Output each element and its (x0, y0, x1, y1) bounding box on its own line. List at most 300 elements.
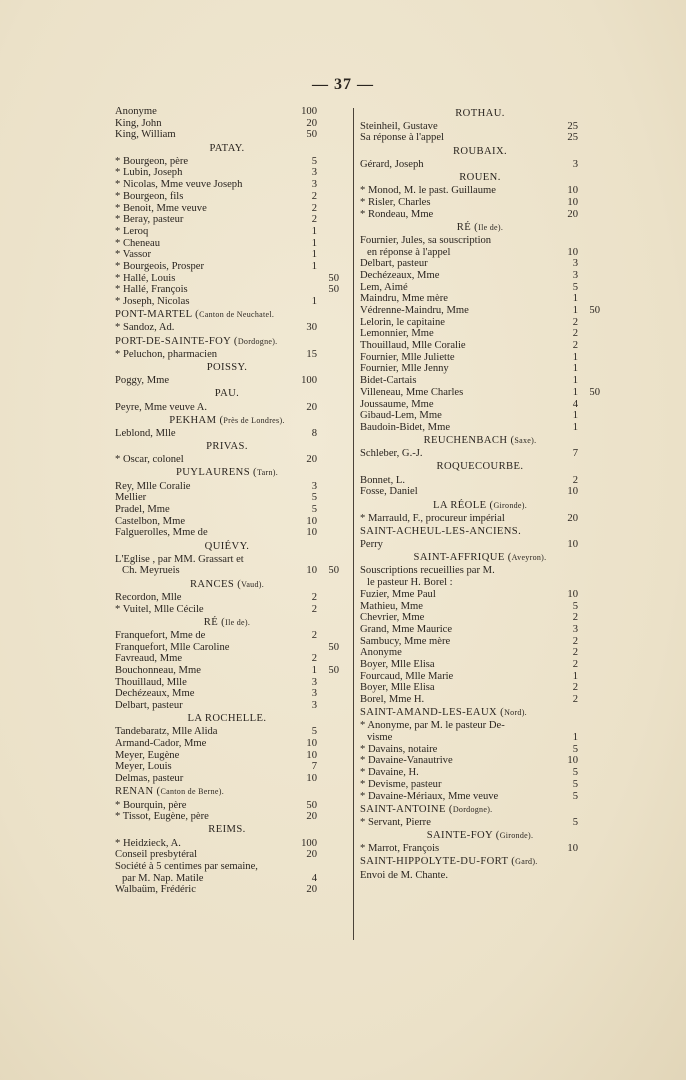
subscriber-name: Société à 5 centimes par semaine, (115, 860, 258, 872)
amount-francs: 1 (572, 732, 578, 744)
amount-francs: 7 (311, 761, 317, 773)
subscriber-row (360, 132, 600, 144)
subscriber-row (360, 293, 600, 305)
amount-francs: 8 (311, 427, 317, 439)
subscriber-name: Borel, Mme H. (360, 694, 425, 705)
amount-francs: 2 (572, 647, 578, 659)
subscriber-name: * Marrauld, F., procureur impérial (360, 512, 505, 524)
subscriber-row (115, 203, 339, 215)
heading-region: Dordogne). (237, 336, 278, 346)
amount-francs: 3 (572, 258, 578, 270)
subscriber-row (115, 811, 339, 823)
subscriber-name: Sambucy, Mme mère (360, 635, 451, 647)
amount-francs: 1 (311, 249, 317, 261)
heading-place: ROTHAU. (455, 107, 505, 119)
page-number: — 37 — (312, 76, 374, 93)
subscriber-name: Meyer, Louis (115, 761, 172, 773)
heading-place: REUCHENBACH ( (423, 435, 515, 447)
heading-place: RÉ ( (203, 616, 226, 628)
amount-francs: 1 (572, 421, 578, 433)
subscriber-row (360, 475, 600, 487)
amount-francs: 1 (572, 670, 578, 682)
amount-francs: 3 (311, 688, 317, 700)
amount-francs: 2 (311, 202, 317, 214)
amount-francs: 2 (572, 612, 578, 624)
subscriber-row (115, 688, 339, 700)
amount-francs: 4 (311, 872, 317, 884)
subscriber-name: Perry (360, 539, 383, 551)
subscriber-row (360, 399, 600, 411)
section-heading (360, 435, 600, 447)
subscriber-name: Rey, Mlle Coralie (115, 480, 191, 492)
subscriber-name: en réponse à l'appel (367, 246, 451, 258)
subscriber-row (115, 349, 339, 361)
amount-francs: 10 (306, 565, 317, 577)
amount-francs: 2 (572, 635, 578, 647)
subscriber-row (115, 322, 339, 334)
amount-francs: 1 (311, 237, 317, 249)
subscriber-name: * Tissot, Eugène, père (115, 811, 209, 823)
subscriber-name: Dechézeaux, Mme (115, 688, 195, 700)
subscriber-name: Chevrier, Mme (360, 612, 425, 624)
heading-place: REIMS. (208, 824, 246, 836)
subscriber-name: Grand, Mme Maurice (360, 623, 453, 635)
subscriber-name: * Anonyme, par M. le pasteur De- (360, 720, 505, 732)
amount-francs: 20 (306, 401, 317, 413)
subscriber-name: Anonyme (360, 647, 402, 659)
section-heading (360, 500, 600, 512)
section-heading (115, 143, 339, 155)
amount-francs: 2 (572, 682, 578, 694)
section-heading (360, 804, 600, 816)
subscriber-name: Lelorin, le capitaine (360, 316, 446, 328)
subscriber-row (115, 226, 339, 238)
amount-francs: 2 (311, 603, 317, 615)
amount-francs: 50 (306, 129, 317, 141)
heading-region: Ile de). (478, 222, 504, 232)
subscriber-name: Delmas, pasteur (115, 773, 184, 785)
subscriber-name: * Nicolas, Mme veuve Joseph (115, 179, 243, 191)
subscriber-name: * Bourgeois, Prosper (115, 260, 204, 272)
subscriber-row (360, 636, 600, 648)
subscriber-row (115, 849, 339, 861)
subscriber-row (115, 261, 339, 273)
amount-francs: 1 (572, 375, 578, 387)
section-heading (360, 830, 600, 842)
subscriber-row (360, 235, 600, 247)
amount-francs: 5 (311, 492, 317, 504)
section-heading (115, 786, 339, 798)
subscriber-name: Falguerolles, Mme de (115, 527, 208, 539)
amount-francs: 10 (567, 588, 578, 600)
amount-francs: 3 (311, 700, 317, 711)
subscriber-row (360, 767, 600, 779)
amount-francs: 3 (311, 480, 317, 492)
amount-centimes: 50 (328, 641, 339, 653)
subscriber-row (360, 258, 600, 270)
amount-francs: 5 (572, 600, 578, 612)
heading-region: Dordogne). (452, 804, 493, 814)
subscriber-name: le pasteur H. Borel : (367, 577, 453, 589)
subscriber-row (115, 156, 339, 168)
section-heading (115, 617, 339, 629)
subscriber-name: Lemonnier, Mme (360, 328, 434, 340)
subscriber-name: Franquefort, Mme de (115, 629, 206, 641)
subscriber-name: * Peluchon, pharmacien (115, 348, 218, 360)
amount-francs: 20 (567, 512, 578, 524)
subscriber-row (115, 527, 339, 539)
subscriber-name: Envoi de M. Chante. (360, 869, 448, 881)
subscriber-name: Souscriptions recueillies par M. (360, 565, 495, 577)
subscriber-row (115, 481, 339, 493)
subscriber-name: * Sandoz, Ad. (115, 322, 175, 334)
subscriber-row (360, 209, 600, 221)
heading-region: Gironde). (499, 831, 534, 841)
subscriber-name: King, William (115, 129, 176, 141)
subscriber-row (115, 375, 339, 387)
amount-centimes: 50 (328, 565, 339, 577)
subscriber-name: Conseil presbytéral (115, 849, 198, 861)
heading-place: ROUEN. (459, 171, 501, 183)
subscriber-name: Delbart, pasteur (360, 258, 428, 270)
subscriber-name: * Lubin, Joseph (115, 167, 183, 179)
subscriber-row (360, 539, 600, 551)
subscriber-row (360, 612, 600, 624)
subscriber-row (115, 838, 339, 850)
section-heading (115, 309, 339, 321)
heading-place: SAINT-AFFRIQUE ( (413, 552, 512, 564)
subscriber-row (115, 642, 339, 654)
subscriber-row (360, 624, 600, 636)
subscriber-row (360, 197, 600, 209)
subscriber-row (360, 732, 600, 744)
column-divider (353, 108, 354, 940)
section-heading (360, 222, 600, 234)
section-heading (115, 713, 339, 725)
subscriber-row (360, 755, 600, 767)
subscriber-name: par M. Nap. Matile (122, 872, 204, 884)
amount-francs: 1 (311, 296, 317, 307)
subscriber-row (360, 817, 600, 829)
amount-francs: 2 (311, 653, 317, 665)
subscriber-name: * Hallé, Louis (115, 272, 176, 284)
subscriber-name: * Servant, Pierre (360, 816, 431, 828)
amount-francs: 20 (306, 849, 317, 861)
subscriber-row (115, 249, 339, 261)
subscriber-row (360, 317, 600, 329)
amount-francs: 1 (572, 293, 578, 305)
subscriber-row (360, 694, 600, 706)
amount-francs: 2 (311, 629, 317, 641)
amount-francs: 1 (572, 305, 578, 316)
subscriber-name: Tandebaratz, Mlle Alida (115, 726, 218, 738)
amount-centimes: 50 (589, 386, 600, 398)
subscriber-row (360, 870, 600, 882)
amount-francs: 100 (301, 837, 317, 849)
amount-francs: 2 (572, 474, 578, 486)
subscriber-name: Thouillaud, Mlle Coralie (360, 340, 466, 352)
heading-place: SAINTE-FOY ( (426, 830, 500, 842)
section-heading (360, 146, 600, 158)
amount-francs: 5 (311, 726, 317, 738)
subscriber-name: Villeneau, Mme Charles (360, 386, 464, 398)
amount-francs: 1 (311, 664, 317, 676)
subscriber-row (360, 589, 600, 601)
heading-place: PAU. (214, 388, 240, 400)
heading-region: Gard). (515, 857, 538, 867)
amount-francs: 2 (572, 694, 578, 705)
amount-francs: 5 (572, 816, 578, 828)
right-column (360, 106, 600, 881)
subscriber-name: Ch. Meyrueis (122, 565, 180, 577)
amount-francs: 2 (311, 190, 317, 202)
heading-region: Aveyron). (511, 553, 547, 563)
subscriber-name: * Vassor (115, 249, 152, 261)
subscriber-name: Fournier, Mlle Jenny (360, 363, 449, 375)
heading-place: PORT-DE-SAINTE-FOY ( (115, 335, 238, 347)
subscriber-row (115, 592, 339, 604)
amount-francs: 20 (567, 208, 578, 220)
subscriber-name: * Hallé, François (115, 284, 188, 296)
amount-francs: 100 (301, 375, 317, 387)
subscriber-row (115, 284, 339, 296)
subscriber-name: Armand-Cador, Mme (115, 738, 207, 750)
subscriber-name: Gérard, Joseph (360, 158, 424, 170)
subscriber-row (115, 167, 339, 179)
section-heading (115, 541, 339, 553)
section-heading (360, 856, 600, 868)
subscriber-name: * Davains, notaire (360, 743, 438, 755)
heading-region: Canton de Berne). (160, 787, 224, 797)
subscriber-name: Castelbon, Mme (115, 515, 186, 527)
subscriber-row (115, 191, 339, 203)
subscriber-name: * Risler, Charles (360, 196, 431, 208)
subscriber-row (115, 179, 339, 191)
section-heading (360, 108, 600, 120)
amount-francs: 3 (572, 158, 578, 170)
amount-francs: 20 (306, 884, 317, 896)
subscriber-row (115, 554, 339, 566)
heading-place: PATAY. (209, 142, 245, 154)
subscriber-name: Favreaud, Mme (115, 653, 183, 665)
subscriber-row (360, 305, 600, 317)
subscriber-row (360, 247, 600, 259)
amount-francs: 100 (301, 106, 317, 117)
amount-francs: 3 (572, 269, 578, 281)
amount-francs: 2 (311, 591, 317, 603)
subscriber-row (115, 700, 339, 712)
section-heading (115, 467, 339, 479)
amount-centimes: 50 (589, 305, 600, 316)
subscriber-row (115, 773, 339, 785)
subscriber-name: * Rondeau, Mme (360, 208, 434, 220)
subscriber-name: Pradel, Mme (115, 504, 170, 515)
subscriber-row (360, 352, 600, 364)
amount-francs: 3 (311, 167, 317, 179)
subscriber-name: * Benoit, Mme veuve (115, 202, 207, 214)
amount-francs: 10 (567, 843, 578, 855)
subscriber-row (360, 159, 600, 171)
heading-place: SAINT-AMAND-LES-EAUX ( (360, 707, 505, 719)
subscriber-name: Sa réponse à l'appel (360, 132, 444, 144)
subscriber-row (360, 363, 600, 375)
amount-francs: 30 (306, 322, 317, 334)
amount-francs: 20 (306, 811, 317, 823)
section-heading (115, 441, 339, 453)
subscriber-row (115, 800, 339, 812)
section-heading (360, 526, 600, 538)
amount-francs: 10 (567, 246, 578, 258)
heading-place: QUIÉVY. (204, 540, 250, 552)
amount-francs: 4 (572, 398, 578, 410)
subscriber-row (360, 270, 600, 282)
subscriber-row (360, 744, 600, 756)
subscriber-row (360, 448, 600, 460)
amount-francs: 1 (572, 351, 578, 363)
subscriber-row (115, 677, 339, 689)
amount-francs: 25 (567, 132, 578, 144)
subscriber-name: * Devisme, pasteur (360, 778, 442, 790)
amount-francs: 10 (567, 539, 578, 551)
subscriber-name: * Vuitel, Mlle Cécile (115, 603, 204, 615)
section-heading (115, 388, 339, 400)
subscriber-row (360, 565, 600, 577)
subscriber-name: Maindru, Mme mère (360, 293, 448, 305)
subscriber-name: Fuzier, Mme Paul (360, 588, 436, 600)
subscriber-row (360, 659, 600, 671)
subscriber-name: Dechézeaux, Mme (360, 269, 440, 281)
subscriber-row (360, 720, 600, 732)
amount-francs: 3 (311, 179, 317, 191)
amount-francs: 10 (306, 738, 317, 750)
amount-francs: 20 (306, 454, 317, 466)
subscriber-row (115, 665, 339, 677)
subscriber-row (360, 843, 600, 855)
subscriber-row (115, 402, 339, 414)
section-heading (115, 579, 339, 591)
heading-place: LA ROCHELLE. (187, 713, 267, 725)
heading-region: Près de Londres). (223, 415, 285, 425)
amount-centimes: 50 (328, 272, 339, 284)
section-heading (360, 461, 600, 473)
subscriber-row (115, 273, 339, 285)
subscriber-name: * Davaine, H. (360, 767, 419, 779)
amount-francs: 10 (306, 749, 317, 761)
subscriber-row (360, 422, 600, 434)
amount-francs: 5 (572, 778, 578, 790)
section-heading (360, 552, 600, 564)
subscriber-row (360, 410, 600, 422)
subscriber-name: King, John (115, 117, 162, 129)
subscriber-name: * Heidzieck, A. (115, 837, 181, 849)
heading-region: Ile de). (225, 617, 251, 627)
subscriber-name: * Bourgeon, fils (115, 190, 184, 202)
heading-region: Nord). (504, 708, 527, 718)
subscriber-row (360, 647, 600, 659)
heading-place: ROUBAIX. (452, 145, 508, 157)
subscriber-name: * Marrot, François (360, 843, 440, 855)
subscriber-name: L'Eglise , par MM. Grassart et (115, 553, 244, 565)
amount-francs: 1 (572, 363, 578, 375)
amount-francs: 10 (567, 755, 578, 767)
subscriber-name: Bonnet, L. (360, 474, 406, 486)
amount-francs: 3 (572, 623, 578, 635)
subscriber-name: Delbart, pasteur (115, 700, 183, 711)
subscriber-name: * Oscar, colonel (115, 454, 184, 466)
subscriber-name: Bidet-Cartais (360, 375, 417, 387)
heading-region: Vaud). (241, 579, 265, 589)
subscriber-name: Anonyme (115, 106, 157, 117)
subscriber-row (115, 118, 339, 130)
amount-francs: 2 (572, 328, 578, 340)
amount-francs: 10 (306, 515, 317, 527)
subscriber-row (360, 121, 600, 133)
amount-francs: 2 (311, 214, 317, 226)
amount-francs: 5 (572, 790, 578, 802)
subscriber-name: Boyer, Mlle Elisa (360, 682, 435, 694)
amount-francs: 10 (306, 773, 317, 785)
subscriber-name: * Cheneau (115, 237, 161, 249)
subscriber-name: * Monod, M. le past. Guillaume (360, 185, 496, 197)
subscriber-name: Bouchonneau, Mme (115, 664, 201, 676)
heading-place: PEKHAM ( (169, 414, 224, 426)
subscriber-name: Thouillaud, Mlle (115, 676, 187, 688)
subscriber-row (115, 214, 339, 226)
amount-francs: 2 (572, 658, 578, 670)
heading-place: SAINT-ACHEUL-LES-ANCIENS. (360, 525, 522, 537)
subscriber-row (360, 601, 600, 613)
subscriber-row (360, 577, 600, 589)
subscriber-row (360, 671, 600, 683)
subscriber-name: * Joseph, Nicolas (115, 296, 190, 307)
heading-region: Canton de Neuchatel. (199, 310, 275, 320)
subscriber-row (360, 185, 600, 197)
heading-place: PONT-MARTEL ( (115, 309, 200, 321)
heading-place: SAINT-ANTOINE ( (360, 803, 453, 815)
subscriber-name: Steinheil, Gustave (360, 120, 438, 132)
subscriber-name: Meyer, Eugène (115, 749, 180, 761)
subscriber-name: Gibaud-Lem, Mme (360, 410, 442, 422)
amount-francs: 5 (311, 155, 317, 167)
subscriber-row (115, 630, 339, 642)
subscriber-name: Védrenne-Maindru, Mme (360, 305, 469, 316)
subscriber-name: Fournier, Mlle Juliette (360, 351, 455, 363)
subscriber-row (115, 873, 339, 885)
subscriber-name: * Bourgeon, père (115, 155, 189, 167)
heading-place: POISSY. (206, 361, 248, 373)
subscriber-name: Joussaume, Mme (360, 398, 434, 410)
subscriber-name: Lem, Aimé (360, 281, 408, 293)
subscriber-row (360, 387, 600, 399)
amount-francs: 7 (572, 448, 578, 460)
amount-francs: 25 (567, 120, 578, 132)
subscriber-row (115, 492, 339, 504)
subscriber-name: Mathieu, Mme (360, 600, 423, 612)
subscriber-row (115, 129, 339, 141)
amount-francs: 20 (306, 117, 317, 129)
amount-francs: 2 (572, 316, 578, 328)
amount-francs: 15 (306, 348, 317, 360)
subscriber-name: Poggy, Mme (115, 375, 170, 387)
section-heading (360, 707, 600, 719)
amount-francs: 5 (572, 743, 578, 755)
subscriber-name: visme (367, 732, 393, 744)
subscriber-name: Franquefort, Mlle Caroline (115, 641, 230, 653)
section-heading (115, 336, 339, 348)
subscriber-row (115, 428, 339, 440)
amount-francs: 50 (306, 799, 317, 811)
amount-francs: 5 (572, 281, 578, 293)
